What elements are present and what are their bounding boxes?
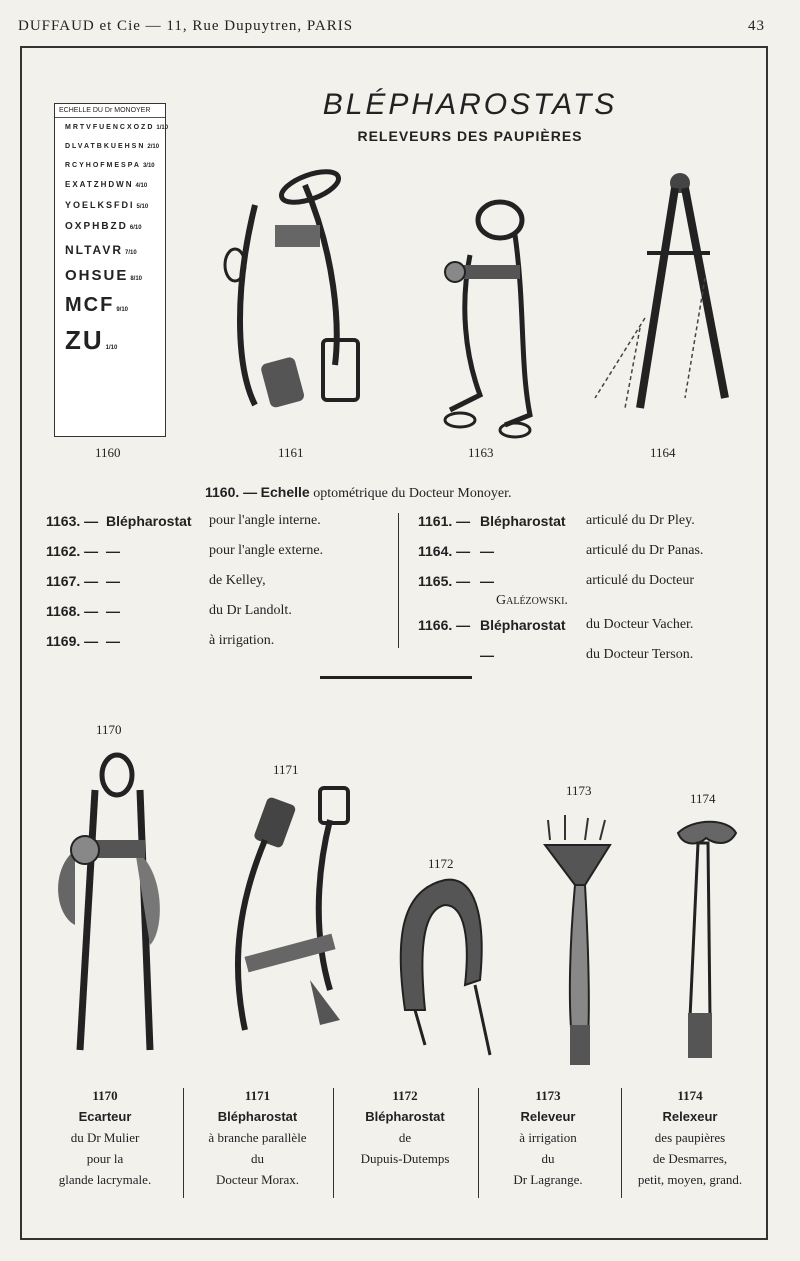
eye-chart-line: [55, 137, 165, 156]
item-number: 1168. —: [46, 603, 99, 619]
figure-number-1174: 1174: [690, 791, 716, 806]
catalog-item-row: [418, 543, 758, 573]
caption-num: 1173: [535, 1088, 561, 1103]
item-name: Blépharostat: [106, 513, 192, 529]
caption-l1: du Dr Mulier: [70, 1130, 140, 1145]
eye-chart-ratio: 4/10: [135, 183, 148, 189]
item-description: du Docteur Vacher.: [586, 617, 694, 632]
figure-number-1160: 1160: [95, 445, 121, 460]
caption-l1: de: [398, 1130, 412, 1145]
item-name: Blépharostat: [480, 513, 566, 529]
eye-chart-letters: OXPHBZD: [65, 221, 128, 232]
caption-l2: du: [541, 1151, 555, 1166]
caption-l2: de Desmarres,: [652, 1151, 728, 1166]
caption-head: Releveur: [520, 1109, 576, 1124]
catalog-item-row: [418, 513, 758, 543]
instrument-1161-illustration: [215, 165, 365, 430]
figure-number-1173: 1173: [566, 783, 592, 798]
item-name: —: [480, 543, 494, 559]
item-name: —: [480, 647, 494, 663]
item-description: articulé du Dr Panas.: [586, 543, 704, 558]
figure-number-1171: 1171: [273, 762, 299, 777]
page-number: 43: [748, 18, 765, 34]
caption-head: Blépharostat: [217, 1109, 298, 1124]
eye-chart-ratio: 2/10: [147, 144, 160, 150]
eye-chart-letters: MRTVFUENCXOZD: [65, 124, 155, 131]
instrument-1164-illustration: [585, 168, 740, 433]
item-number: 1164. —: [418, 543, 471, 559]
caption-1160: [205, 484, 511, 504]
catalog-item-row: [46, 513, 396, 543]
catalog-item-row: [46, 573, 396, 603]
instrument-1163-illustration: [430, 195, 540, 440]
item-number: 1162. —: [46, 543, 99, 559]
eye-chart-ratio: 8/10: [130, 276, 143, 282]
item-description: du Dr Landolt.: [209, 603, 292, 618]
item-name: —: [480, 573, 494, 589]
item-name: —: [106, 603, 120, 619]
eye-chart-ratio: 7/10: [125, 250, 137, 256]
eye-chart-heading: ECHELLE DU Dr MONOYER: [55, 104, 165, 118]
instrument-1173-illustration: [540, 810, 620, 1070]
eye-chart-line: [55, 175, 165, 195]
eye-chart-letters: NLTAVR: [65, 243, 123, 257]
caption-l2: du: [251, 1151, 264, 1166]
figure-number-1161: 1161: [278, 445, 304, 460]
eye-chart-line: [55, 262, 165, 289]
item-name: —: [106, 633, 120, 649]
page-title: BLÉPHAROSTATS: [322, 88, 618, 121]
running-header: DUFFAUD et Cie — 11, Rue Dupuytren, PARIS: [18, 18, 354, 34]
eye-chart-line: [55, 289, 165, 321]
item-description: à irrigation.: [209, 633, 275, 648]
item-description: de Kelley,: [209, 573, 266, 588]
item-description: articulé du Dr Pley.: [586, 513, 695, 528]
caption-l2: Dupuis-Dutemps: [360, 1151, 450, 1166]
item-number: 1161. —: [418, 513, 471, 529]
caption-1174: [620, 1085, 760, 1190]
eye-chart-line: [55, 216, 165, 238]
caption-head: Blépharostat: [365, 1109, 445, 1124]
item-number: 1165. —: [418, 573, 471, 589]
caption-head: Relexeur: [662, 1109, 718, 1124]
eye-chart-ratio: 5/10: [136, 204, 149, 210]
item-description-cont: Galézowski.: [496, 593, 568, 608]
figure-number-1172: 1172: [428, 856, 454, 871]
caption-num: 1170: [92, 1088, 118, 1103]
eye-chart-ratio: 3/10: [142, 163, 155, 169]
item-name: —: [106, 543, 120, 559]
item-description: optométrique du Docteur Monoyer.: [313, 486, 512, 501]
catalog-item-row: [418, 617, 758, 647]
eye-chart-lines: [55, 118, 169, 359]
item-description: articulé du Docteur: [586, 573, 695, 588]
caption-l1: à irrigation: [519, 1130, 577, 1145]
catalog-item-row: [418, 647, 758, 677]
eye-chart-letters: ZU: [65, 325, 104, 355]
eye-chart-line: [55, 195, 165, 216]
eye-chart-letters: EXATZHDWN: [65, 180, 134, 189]
eye-chart-ratio: 1/10: [105, 345, 118, 351]
caption-l3: Docteur Morax.: [215, 1172, 300, 1187]
instrument-1170-illustration: [55, 750, 170, 1070]
item-number: 1167. —: [46, 573, 99, 589]
figure-number-1163: 1163: [468, 445, 494, 460]
eye-chart-letters: OHSUE: [65, 267, 129, 284]
item-name: —: [106, 573, 120, 589]
item-name: Echelle: [260, 484, 310, 500]
eye-chart-letters: YOELKSFDI: [65, 200, 135, 210]
item-number: 1160. —: [205, 484, 258, 500]
eye-chart-ratio: 6/10: [129, 225, 142, 231]
eye-chart-line: [55, 321, 165, 359]
eye-chart-ratio: 1/10: [156, 125, 169, 131]
page-subtitle: RELEVEURS DES PAUPIÈRES: [357, 128, 583, 144]
catalog-item-row: [46, 543, 396, 573]
item-number: 1169. —: [46, 633, 99, 649]
item-description: pour l'angle externe.: [209, 543, 324, 558]
item-number: 1166. —: [418, 617, 471, 633]
caption-l1: des paupières: [654, 1130, 726, 1145]
caption-1172: [335, 1085, 475, 1169]
instrument-1174-illustration: [668, 818, 743, 1068]
right-item-list: [418, 513, 758, 677]
eye-chart-ratio: 9/10: [116, 307, 129, 313]
eye-chart-letters: DLVATBKUEHSN: [65, 143, 146, 150]
item-description: du Docteur Terson.: [586, 647, 694, 662]
column-divider: [398, 513, 399, 648]
item-name: Blépharostat: [480, 617, 566, 633]
item-description: pour l'angle interne.: [209, 513, 321, 528]
figure-number-1164: 1164: [650, 445, 676, 460]
caption-1171: [185, 1085, 330, 1190]
caption-1170: [30, 1085, 180, 1190]
caption-1173: [478, 1085, 618, 1190]
figure-number-1170: 1170: [96, 722, 122, 737]
catalog-item-row: [46, 633, 396, 663]
caption-l3: Dr Lagrange.: [513, 1172, 583, 1187]
caption-num: 1172: [392, 1088, 418, 1103]
caption-l3: petit, moyen, grand.: [637, 1172, 743, 1187]
catalog-item-row: [418, 573, 758, 617]
catalog-item-row: [46, 603, 396, 633]
caption-num: 1174: [677, 1088, 703, 1103]
caption-l1: à branche parallèle: [208, 1130, 307, 1145]
eye-chart-line: [55, 238, 165, 262]
caption-l3: glande lacrymale.: [58, 1172, 152, 1187]
caption-divider: [183, 1088, 184, 1198]
eye-chart-line: [55, 118, 169, 137]
instrument-1171-illustration: [220, 780, 360, 1050]
eye-chart-1160: [54, 103, 169, 437]
section-divider: [320, 676, 472, 679]
item-number: 1163. —: [46, 513, 99, 529]
caption-num: 1171: [244, 1088, 271, 1103]
caption-divider: [333, 1088, 334, 1198]
instrument-1172-illustration: [390, 870, 500, 1070]
left-item-list: [46, 513, 396, 663]
eye-chart-letters: RCYHOFMESPA: [65, 162, 141, 169]
caption-head: Ecarteur: [78, 1109, 132, 1124]
eye-chart-letters: MCF: [65, 294, 115, 316]
caption-l2: pour la: [86, 1151, 124, 1166]
eye-chart-line: [55, 156, 165, 175]
